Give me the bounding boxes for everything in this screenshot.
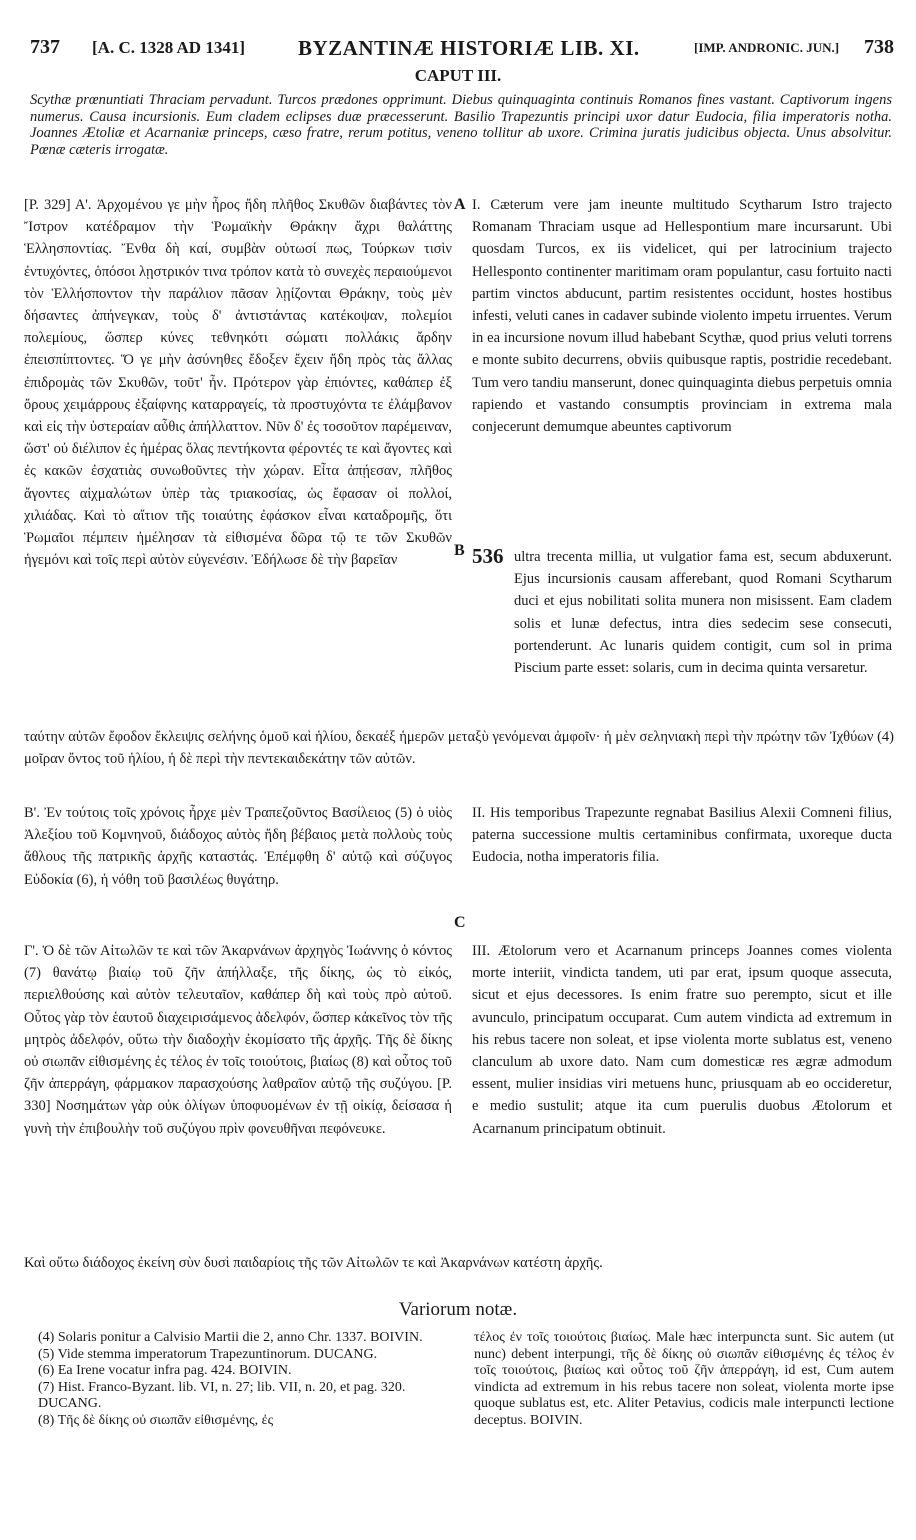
margin-marker-c: C	[454, 914, 466, 931]
latin-column-continuation	[514, 546, 892, 679]
notes-heading: Variorum notæ.	[398, 1299, 518, 1320]
latin-section-2: II. His temporibus Trapezunte regnabat Basilius Alexii Comneni filius, paterna successione multis certaminibus confirmata, uxoreque ducta Eudocia, notha imperatoris filia.	[472, 805, 892, 866]
chapter-heading: CAPUT III.	[414, 66, 502, 85]
greek-full-width-1: ταύτην αὐτῶν ἔφοδον ἔκλειψις σελήνης ὁμοῦ καὶ ἡλίου, δεκαέξ ἡμερῶν μεταξὺ γενόμεναι ἀμφοῖν· ἡ μὲν σεληνιακὴ περὶ τὴν πρώτην τῶν Ἰχθύων (4) μοῖραν ὄντος τοῦ ἡλίου, ἡ δὲ περὶ τὴν πεντεκαιδεκάτην τῶν αὐτῶν.	[24, 729, 894, 767]
chapter-summary: Scythæ prœnuntiati Thraciam pervadunt. Turcos prædones opprimunt. Diebus quinquaginta continuis Romanos fines vastant. Captivorum ingens numerus. Causa incursionis. Eum cladem eclipses duæ præcesserunt. Basilio Trapezuntis principi uxor datur Eudocia, filia imperatoris notha. Joannes Ætoliæ et Acarnaniæ princeps, cæso fratre, rerum potitus, veneno tollitur ab uxore. Crimina juratis judicibus objecta. Unus absolvitur. Pœnæ cæteris irrogatæ.	[30, 92, 892, 158]
running-header	[30, 36, 894, 62]
notes-left-column	[38, 1330, 458, 1429]
note-item: (5) Vide stemma imperatorum Trapezuntinorum. DUCANG.	[38, 1346, 378, 1362]
year-range: [A. C. 1328 AD 1341]	[92, 38, 245, 57]
margin-marker-a: A	[454, 196, 466, 213]
latin-column-top	[472, 194, 892, 438]
notes-right-column: τέλος ἐν τοῖς τοιούτοις βιαίως. Male hæc interpuncta sunt. Sic autem (ut nunc) debent interpungi, τῆς δὲ δίκης οὐ σιωπᾶν εἰθισμένης ἐς τέλος ἐν τοῖς τοιούτοις, βιαίως καὶ οὗτος τοῦ ζῆν ἀπερράγη, id est, Cum autem vindicta ad extremum in his rebus tacere non soleat, violenta morte ipse quoque sublatus est, etc. Aliter Petavius, codicis male interpuncti lectione deceptus. BOIVIN.	[474, 1330, 894, 1428]
greek-column	[24, 194, 452, 571]
book-title: BYZANTINÆ HISTORIÆ LIB. XI.	[298, 36, 640, 60]
emperor-label: [IMP. ANDRONIC. JUN.]	[694, 40, 840, 55]
greek-full-width-2: Καὶ οὕτω διάδοχος ἐκείνη σὺν δυσὶ παιδαρίοις τῆς τῶν Αἰτωλῶν τε καὶ Ἀκαρνάνων κατέστη ἀρχῆς.	[24, 1255, 603, 1271]
latin-section-1: I. Cæterum vere jam ineunte multitudo Scytharum Istro trajecto Romanam Thraciam usque ad Hellespontium mare incursarunt. Ubi quosdam Turcos, ex iis videlicet, qui per latrocinium trajecto Hellesponto continenter maritimam oram populantur, casu fortuito nacti partim vinctos abducunt, partim resistentes occidunt, hostes hostibus infesti, veluti canes in cadaver subinde violento impetu irruentes. Verum in ea incursione novum illud habebant Scythæ, quod prius veluti torrens e monte subito decurrens, obviis quibusque raptis, postridie recedebant. Tum vero tandiu manserunt, donec quinquaginta diebus perpetuis omnia rapiendo et vastando consumptis provinciam in extrema mala conjecerunt demumque abeuntes captivorum	[472, 197, 892, 436]
note-item: (7) Hist. Franco-Byzant. lib. VI, n. 27; lib. VII, n. 20, et pag. 320. DUCANG.	[38, 1379, 406, 1411]
page-reference-number: 536	[472, 544, 504, 568]
latin-section-3: III. Ætolorum vero et Acarnanum princeps Joannes comes violenta morte interiit, vindicta tandem, uti par erat, ipsum quoque assecuta, sicut et ejus decessores. Is enim fratre suo perempto, sicut et ille avunculo, principatum occuparat. Cum autem vindicta ad extremum in his rebus tacere non soleat, et ipse violenta morte sublatus est, veneno clanculum ab uxore dato. Nam cum domesticæ res ægræ admodum essent, mulier insidias viri metuens hunc, priusquam ab eo occideretur, e medio sustulit; atque ita cum puerulis duobus Ætolorum et Acarnanum principatum obtinuit.	[472, 943, 892, 1137]
page-number-left: 737	[30, 36, 60, 58]
margin-marker-b: B	[454, 542, 465, 559]
note-item: (6) Ea Irene vocatur infra pag. 424. BOIVIN.	[38, 1363, 292, 1378]
page-number-right: 738	[864, 36, 894, 58]
note-item: (4) Solaris ponitur a Calvisio Martii die 2, anno Chr. 1337. BOIVIN.	[38, 1330, 423, 1345]
note-item: (8) Τῆς δὲ δίκης οὐ σιωπᾶν εἰθισμένης, ἐς	[38, 1412, 274, 1428]
greek-section-1: [P. 329] A'. Ἀρχομένου γε μὴν ἦρος ἤδη πλῆθος Σκυθῶν διαβάντες τὸν Ἴστρον κατέδραμον τὴν Ῥωμαϊκὴν Θράκην ἄχρι θαλάττης Ἑλλησποντίας. Ἔνθα δὴ καί, συμβὰν οὑτωσί πως, Τούρκων τισὶν ἐντυχόντες, ὁπόσοι λῃστρικόν τινα τρόπον κατὰ τὸ συνεχὲς περαιούμενοι τὸν Ἑλλήσποντον τὴν παράλιον πᾶσαν λῃίζονται Θράκην, τοὺς μὲν δήσαντες ἀπήνεγκαν, τοὺς δ' ἀντιστάντας κατέκοψαν, πολεμίοι πολεμίους, ὥσπερ κύνες τεθνηκότι σώματι πολλάκις ἄρδην ἐπεισπίπτοντες. Ὅ γε μὴν ἀσύνηθες ἔδοξεν ἔχειν ἤδη πρὸς τὰς ἄλλας ἐπιδρομὰς τῶν Σκυθῶν, τοῦτ' ἦν. Πρότερον γὰρ ἐπιόντες, καθάπερ ἐξ ὄρους χειμάρρους ἐξαίφνης καταρραγείς, τὰ προστυχόντα τε ἐλάμβανον καὶ εἰς τὴν ὑστεραίαν αὖθις ἀπήλλαττον. Νῦν δ' ἐς τοσοῦτον παρέμειναν, ὥστ' οὐ διέλιπον ἐς ἡμέρας ὅλας πεντήκοντα φέροντές τε καὶ ἄγοντες καὶ ἐς κακῶν ἐσχατιὰς συνωθοῦντες τὴν χώραν. Εἶτα ἀπῄεσαν, πλῆθος ἄγοντες αἰχμαλώτων ὑπὲρ τὰς τριακοσίας, ὡς ἔφασαν οἱ πολλοί, χιλιάδας. Καὶ τὸ αἴτιον τῆς τοιαύτης ἐφάσκον εἶναι καταδρομῆς, ὅτι Ῥωμαῖοι πέμπειν ἠμέλησαν τὰ εἰθισμένα δῶρα τῷ τε τῶν Σκυθῶν ἡγεμόνι καὶ τοῖς περὶ αὐτὸν εὐγενέσιν. Ἐδήλωσε δὲ τὴν βαρεῖαν	[24, 197, 452, 569]
greek-section-3: Γ'. Ὁ δὲ τῶν Αἰτωλῶν τε καὶ τῶν Ἀκαρνάνων ἀρχηγὸς Ἰωάννης ὁ κόντος (7) θανάτῳ βιαίῳ τοῦ ζῆν ἀπήλλαξε, τῆς δίκης, ὡς τὸ εἰκός, περιελθούσης καὶ αὐτὸν τελευταῖον, καθάπερ δὴ καὶ τοὺς πρὸ αὐτοῦ. Οὗτος γὰρ τὸν ἑαυτοῦ διαχειρισάμενος ἀδελφόν, ὥσπερ κἀκεῖνος τὸν τῆς μητρὸς ἀδελφόν, οὕτω τὴν διαδοχὴν ἐκομίσατο τῆς ἀρχῆς. Τῆς δὲ δίκης οὐ σιωπᾶν εἰθισμένης ἐς τέλος ἐν τοῖς τοιούτοις, βιαίως (8) καὶ οὗτος τοῦ ζῆν ἀπερράγη, φάρμακον παρασχούσης λαθραῖον αὐτῷ τῆς συζύγου. [P. 330] Νοσημάτων γὰρ οὐκ ὀλίγων ὑποφυομένων ἐν τῇ οἰκίᾳ, δείσασα ἡ γυνὴ τὴν ἐπιβουλὴν τοῦ συζύγου πρὶν φονευθῆναι πεφόνευκε.	[24, 943, 452, 1137]
greek-section-2: B'. Ἐν τούτοις τοῖς χρόνοις ἦρχε μὲν Τραπεζοῦντος Βασίλειος (5) ὁ υἱὸς Ἀλεξίου τοῦ Κομνηνοῦ, διάδοχος αὐτὸς ἤδη βέβαιος μετὰ πολλοὺς τοὺς ἄθλους τῆς πατρικῆς ἀρχῆς καταστάς. Ἐπέμφθη δ' αὐτῷ καὶ σύζυγος Εὐδοκία (6), ἡ νόθη τοῦ βασιλέως θυγάτηρ.	[24, 805, 452, 888]
latin-section-1-continued: ultra trecenta millia, ut vulgatior fama est, secum abduxerunt. Ejus incursionis causam afferebant, quod Romani Scytharum duci et ejus nobilitati solita munera non misissent. Eam cladem solis et lunæ defectus, intra dies sedecim sese consecuti, portenderunt. Ac lunaris quidem contigit, cum sol in prima Piscium parte esset: solaris, cum in decima quinta versaretur.	[514, 549, 892, 677]
